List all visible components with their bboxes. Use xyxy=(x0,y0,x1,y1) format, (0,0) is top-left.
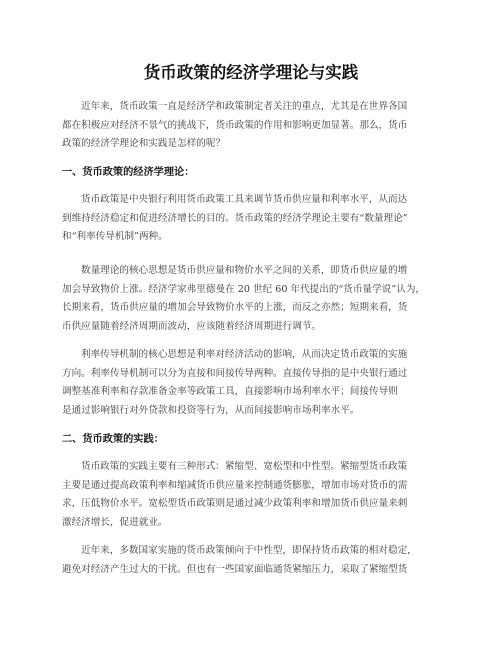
paragraph-line: 货币政策的实践主要有三种形式：紧缩型、宽松型和中性型。紧缩型货币政策 xyxy=(81,461,408,472)
intro-line: 政策的经济学理论和实践是怎样的呢？ xyxy=(62,138,226,150)
section1-paragraph-3 xyxy=(62,346,440,420)
paragraph-line: 调整基准利率和存款准备金率等政策工具，直接影响市场利率水平；间接传导则 xyxy=(62,386,398,398)
section2-paragraph-1 xyxy=(62,458,440,532)
paragraph-line: 长期来看，货币供应量的增加会导致物价水平的上涨，而反之亦然；短期来看，货 xyxy=(62,302,408,314)
section1-paragraph-2 xyxy=(62,262,440,336)
paragraph-line: 货币政策是中央银行利用货币政策工具来调节货币供应量和利率水平，从而达 xyxy=(81,194,408,205)
document-title: 货币政策的经济学理论与实践 xyxy=(143,63,359,82)
paragraph-line: 和“利率传导机制”两种。 xyxy=(62,231,168,243)
section1-paragraph-1 xyxy=(62,191,440,247)
paragraph-line: 利率传导机制的核心思想是利率对经济活动的影响，从而决定货币政策的实施 xyxy=(81,349,408,360)
paragraph-line: 避免对经济产生过大的干扰。但也有一些国家面临通货紧缩压力，采取了紧缩型货 xyxy=(62,563,408,575)
section1-heading: 一、货币政策的经济学理论： xyxy=(62,167,195,178)
section2-paragraph-2 xyxy=(62,542,440,579)
paragraph-line: 近年来，多数国家实施的货币政策倾向于中性型，即保持货币政策的相对稳定， xyxy=(81,545,417,556)
intro-line: 近年来，货币政策一直是经济学和政策制定者关注的重点，尤其是在世界各国 xyxy=(81,101,408,112)
paragraph-line: 求，压低物价水平。宽松型货币政策则是通过减少政策利率和增加货币供应量来刺 xyxy=(62,498,408,510)
section2-heading: 二、货币政策的实践： xyxy=(62,434,164,445)
paragraph-line: 是通过影响银行对外贷款和投资等行为，从而间接影响市场利率水平。 xyxy=(62,404,360,416)
intro-line: 都在积极应对经济不景气的挑战下，货币政策的作用和影响更加显著。那么，货币 xyxy=(62,119,408,131)
paragraph-line: 数量理论的核心思想是货币供应量和物价水平之间的关系，即货币供应量的增 xyxy=(81,265,408,276)
paragraph-line: 主要是通过提高政策利率和缩减货币供应量来控制通货膨胀，增加市场对货币的需 xyxy=(62,479,408,491)
paragraph-line: 加会导致物价上涨。经济学家弗里德曼在 20 世纪 60 年代提出的“货币量学说”认为， xyxy=(62,283,426,295)
paragraph-line: 激经济增长，促进就业。 xyxy=(62,516,168,528)
paragraph-line: 方向。利率传导机制可以分为直接和间接传导两种。直接传导指的是中央银行通过 xyxy=(62,367,408,379)
paragraph-line: 币供应量随着经济周期而波动，应该随着经济周期进行调节。 xyxy=(62,320,322,332)
intro-paragraph xyxy=(62,98,440,154)
paragraph-line: 到维持经济稳定和促进经济增长的目的。货币政策的经济学理论主要有“数量理论” xyxy=(62,212,408,224)
